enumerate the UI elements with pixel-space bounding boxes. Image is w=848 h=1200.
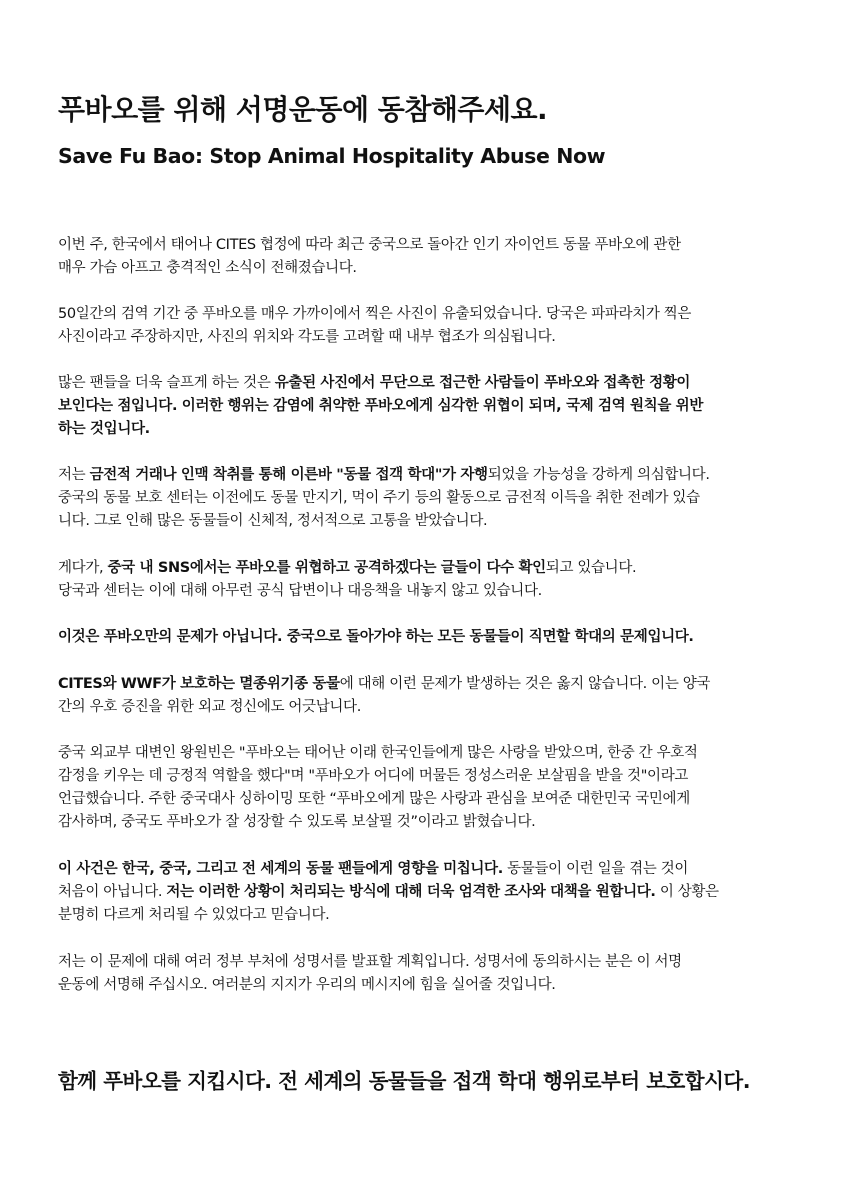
- text-line: 감정을 키우는 데 긍정적 역할을 했다"며 "푸바오가 어디에 머물든 정성스러운 보살핌을 받을 것"이라고: [58, 768, 689, 784]
- text-line: 당국과 센터는 이에 대해 아무런 공식 답변이나 대응책을 내놓지 않고 있습니다.: [58, 583, 542, 599]
- bold-text-line: 보인다는 점입니다. 이러한 행위는 감염에 취약한 푸바오에게 심각한 위협이 되며, 국제 검역 원칙을 위반: [58, 398, 703, 414]
- text-segment: 처음이 아닙니다.: [58, 884, 167, 900]
- text-line: 중국의 동물 보호 센터는 이전에도 동물 만지기, 먹이 주기 등의 활동으로 금전적 이득을 취한 전례가 있습: [58, 490, 700, 506]
- text-line: [58, 673, 710, 696]
- bold-text: 이 사건은 한국, 중국, 그리고 전 세계의 동물 팬들에게 영향을 미칩니다.: [58, 861, 503, 877]
- text-line: [58, 881, 719, 904]
- paragraph-intro: [58, 234, 681, 280]
- text-line: 이번 주, 한국에서 태어나 CITES 협정에 따라 최근 중국으로 돌아간 인기 자이언트 동물 푸바오에 관한: [58, 237, 681, 253]
- page-title: 푸바오를 위해 서명운동에 동참해주세요.: [58, 93, 548, 126]
- paragraph-abuse-suspicion: [58, 464, 710, 533]
- text-segment: 저는: [58, 467, 90, 483]
- text-line: 분명히 다르게 처리될 수 있었다고 믿습니다.: [58, 907, 330, 923]
- text-line: 운동에 서명해 주십시오. 여러분의 지지가 우리의 메시지에 힘을 실어줄 것입니다.: [58, 977, 556, 993]
- paragraph-leaked-photos: [58, 303, 691, 349]
- bold-text: 저는 이러한 상황이 처리되는 방식에 대해 더욱 엄격한 조사와 대책을 원합니다.: [166, 884, 656, 900]
- text-line: 중국 외교부 대변인 왕원빈은 "푸바오는 태어난 이래 한국인들에게 많은 사랑을 받았으며, 한중 간 우호적: [58, 745, 698, 761]
- text-segment: 동물들이 이런 일을 겪는 것이: [502, 861, 689, 877]
- bold-text-line: 하는 것입니다.: [58, 421, 150, 437]
- bold-text: CITES와 WWF가 보호하는 멸종위기종 동물: [58, 676, 340, 692]
- text-line: 50일간의 검역 기간 중 푸바오를 매우 가까이에서 찍은 사진이 유출되었습니다. 당국은 파파라치가 찍은: [58, 306, 692, 322]
- text-line: [58, 464, 710, 487]
- text-segment: 이 상황은: [655, 884, 719, 900]
- text-segment: 게다가,: [58, 560, 108, 576]
- paragraph-broader-issue: [58, 626, 694, 649]
- bold-text: 유출된 사진에서 무단으로 접근한 사람들이 푸바오와 접촉한 정황이: [274, 375, 691, 391]
- text-line: 감사하며, 중국도 푸바오가 잘 성장할 수 있도록 보살필 것”이라고 밝혔습니다.: [58, 814, 536, 830]
- text-line: [58, 557, 636, 580]
- text-line: 매우 가슴 아프고 충격적인 소식이 전해졌습니다.: [58, 260, 357, 276]
- paragraph-contact-concern: [58, 372, 703, 441]
- paragraph-endangered-species: [58, 673, 710, 719]
- paragraph-global-impact: [58, 858, 719, 927]
- text-line: 간의 우호 증진을 위한 외교 정신에도 어긋납니다.: [58, 699, 361, 715]
- page-subtitle: Save Fu Bao: Stop Animal Hospitality Abuse Now: [58, 144, 606, 168]
- text-segment: 되고 있습니다.: [545, 560, 637, 576]
- text-segment: 되었을 가능성을 강하게 의심합니다.: [487, 467, 710, 483]
- closing-statement: 함께 푸바오를 지킵시다. 전 세계의 동물들을 접객 학대 행위로부터 보호합시다.: [58, 1069, 751, 1093]
- paragraph-call-to-action: [58, 951, 682, 997]
- bold-text: 금전적 거래나 인맥 착취를 통해 이른바 "동물 접객 학대"가 자행: [89, 467, 488, 483]
- text-segment: 많은 팬들을 더욱 슬프게 하는 것은: [58, 375, 275, 391]
- text-line: [58, 372, 703, 395]
- bold-text-line: 이것은 푸바오만의 문제가 아닙니다. 중국으로 돌아가야 하는 모든 동물들이 직면할 학대의 문제입니다.: [58, 629, 694, 645]
- paragraph-official-statements: [58, 742, 698, 834]
- text-line: [58, 858, 719, 881]
- text-line: 저는 이 문제에 대해 여러 정부 부처에 성명서를 발표할 계획입니다. 성명서에 동의하시는 분은 이 서명: [58, 954, 682, 970]
- text-line: 사진이라고 주장하지만, 사진의 위치와 각도를 고려할 때 내부 협조가 의심됩니다.: [58, 329, 556, 345]
- paragraph-sns-threats: [58, 557, 636, 603]
- text-line: 언급했습니다. 주한 중국대사 싱하이밍 또한 “푸바오에게 많은 사랑과 관심을 보여준 대한민국 국민에게: [58, 791, 690, 807]
- bold-text: 중국 내 SNS에서는 푸바오를 위협하고 공격하겠다는 글들이 다수 확인: [107, 560, 546, 576]
- text-segment: 에 대해 이런 문제가 발생하는 것은 옳지 않습니다. 이는 양국: [339, 676, 711, 692]
- text-line: 니다. 그로 인해 많은 동물들이 신체적, 정서적으로 고통을 받았습니다.: [58, 513, 488, 529]
